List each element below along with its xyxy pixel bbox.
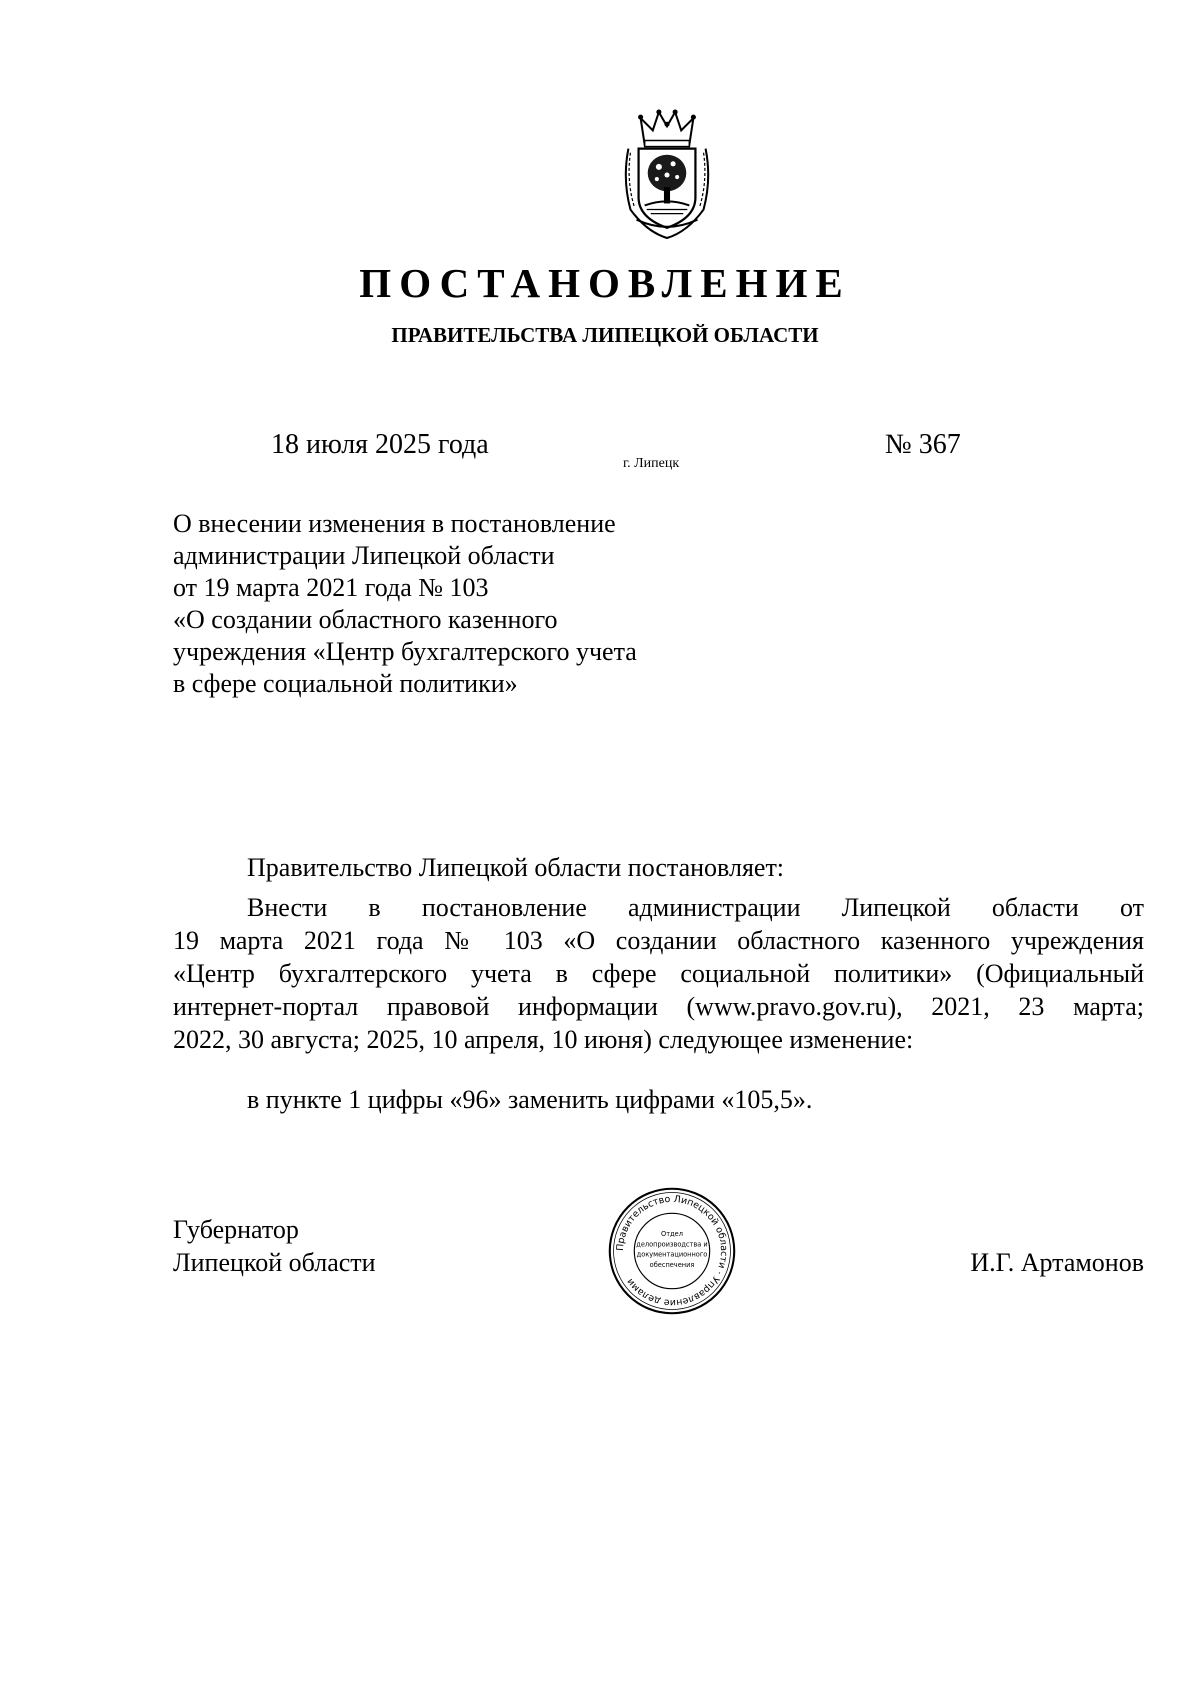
- signatory-title-line: Губернатор: [173, 1215, 299, 1244]
- seal-inner-line: документационного: [636, 1250, 708, 1259]
- subject-line: в сфере социальной политики»: [173, 669, 518, 698]
- amendment-text: в пункте 1 цифры «96» заменить цифрами «105,5».: [247, 1085, 813, 1114]
- subject-line: учреждения «Центр бухгалтерского учета: [173, 637, 637, 666]
- document-subject: [173, 508, 637, 700]
- subject-line: «О создании областного казенного: [173, 605, 558, 634]
- seal-outer-text: Правительство Липецкой области · Управление делами: [614, 1193, 730, 1309]
- paragraph-line: 2022, 30 августа; 2025, 10 апреля, 10 июня) следующее изменение:: [173, 1025, 914, 1054]
- subject-line: от 19 марта 2021 года № 103: [173, 573, 489, 602]
- document-date: 18 июля 2025 года: [271, 429, 489, 460]
- official-seal-icon: [606, 1185, 738, 1317]
- coat-of-arms-icon: [616, 108, 718, 240]
- paragraph-line: «Центр бухгалтерского учета в сфере социальной политики» (Официальный: [173, 959, 1144, 988]
- preamble-text: Правительство Липецкой области постановляет:: [247, 853, 785, 882]
- signatory-title: [173, 1213, 376, 1279]
- paragraph-line: интернет-портал правовой информации (www.pravo.gov.ru), 2021, 23 марта;: [173, 992, 1144, 1021]
- seal-inner-line: обеспечения: [649, 1261, 695, 1270]
- document-city: г. Липецк: [623, 456, 680, 471]
- issuer-name: ПРАВИТЕЛЬСТВА ЛИПЕЦКОЙ ОБЛАСТИ: [391, 323, 819, 347]
- body-paragraph: [173, 891, 1144, 1056]
- seal-inner-line: делопроизводства и: [636, 1240, 708, 1249]
- signatory-title-line: Липецкой области: [173, 1248, 376, 1277]
- paragraph-line: Внести в постановление администрации Липецкой области от: [247, 893, 1144, 922]
- document-number: № 367: [885, 429, 961, 460]
- signatory-name: И.Г. Артамонов: [970, 1248, 1144, 1277]
- document-type-title: ПОСТАНОВЛЕНИЕ: [359, 260, 851, 306]
- subject-line: администрации Липецкой области: [173, 541, 555, 570]
- subject-line: О внесении изменения в постановление: [173, 509, 616, 538]
- paragraph-line: 19 марта 2021 года № 103 «О создании областного казенного учреждения: [173, 926, 1144, 955]
- seal-inner-line: Отдел: [661, 1229, 683, 1238]
